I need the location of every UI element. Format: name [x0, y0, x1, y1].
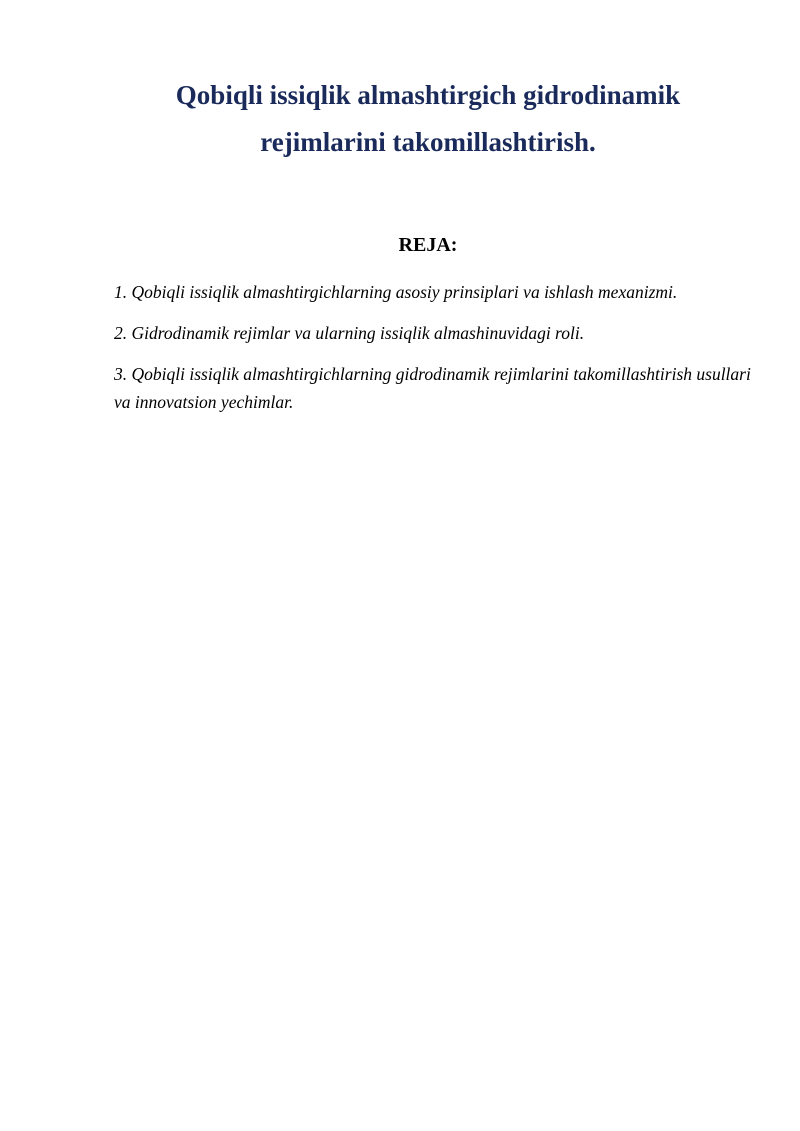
plan-item-3 — [114, 360, 754, 416]
plan-item-2-text: 2. Gidrodinamik rejimlar va ularning issiqlik almashinuvidagi roli. — [114, 323, 585, 343]
document-title — [100, 72, 756, 166]
plan-heading: REJA: — [398, 234, 458, 256]
plan-list — [114, 278, 754, 429]
document-title-line-2: rejimlarini takomillashtirish. — [260, 127, 596, 157]
plan-item-1-text: 1. Qobiqli issiqlik almashtirgichlarning asosiy prinsiplari va ishlash mexanizmi. — [114, 282, 678, 302]
document-title-line-1: Qobiqli issiqlik almashtirgich gidrodinamik — [175, 80, 681, 110]
plan-item-1 — [114, 278, 754, 306]
plan-item-2 — [114, 319, 754, 347]
plan-item-3-text: 3. Qobiqli issiqlik almashtirgichlarning gidrodinamik rejimlarini takomillashtirish usullari va innovatsion yechimlar. — [114, 364, 751, 412]
